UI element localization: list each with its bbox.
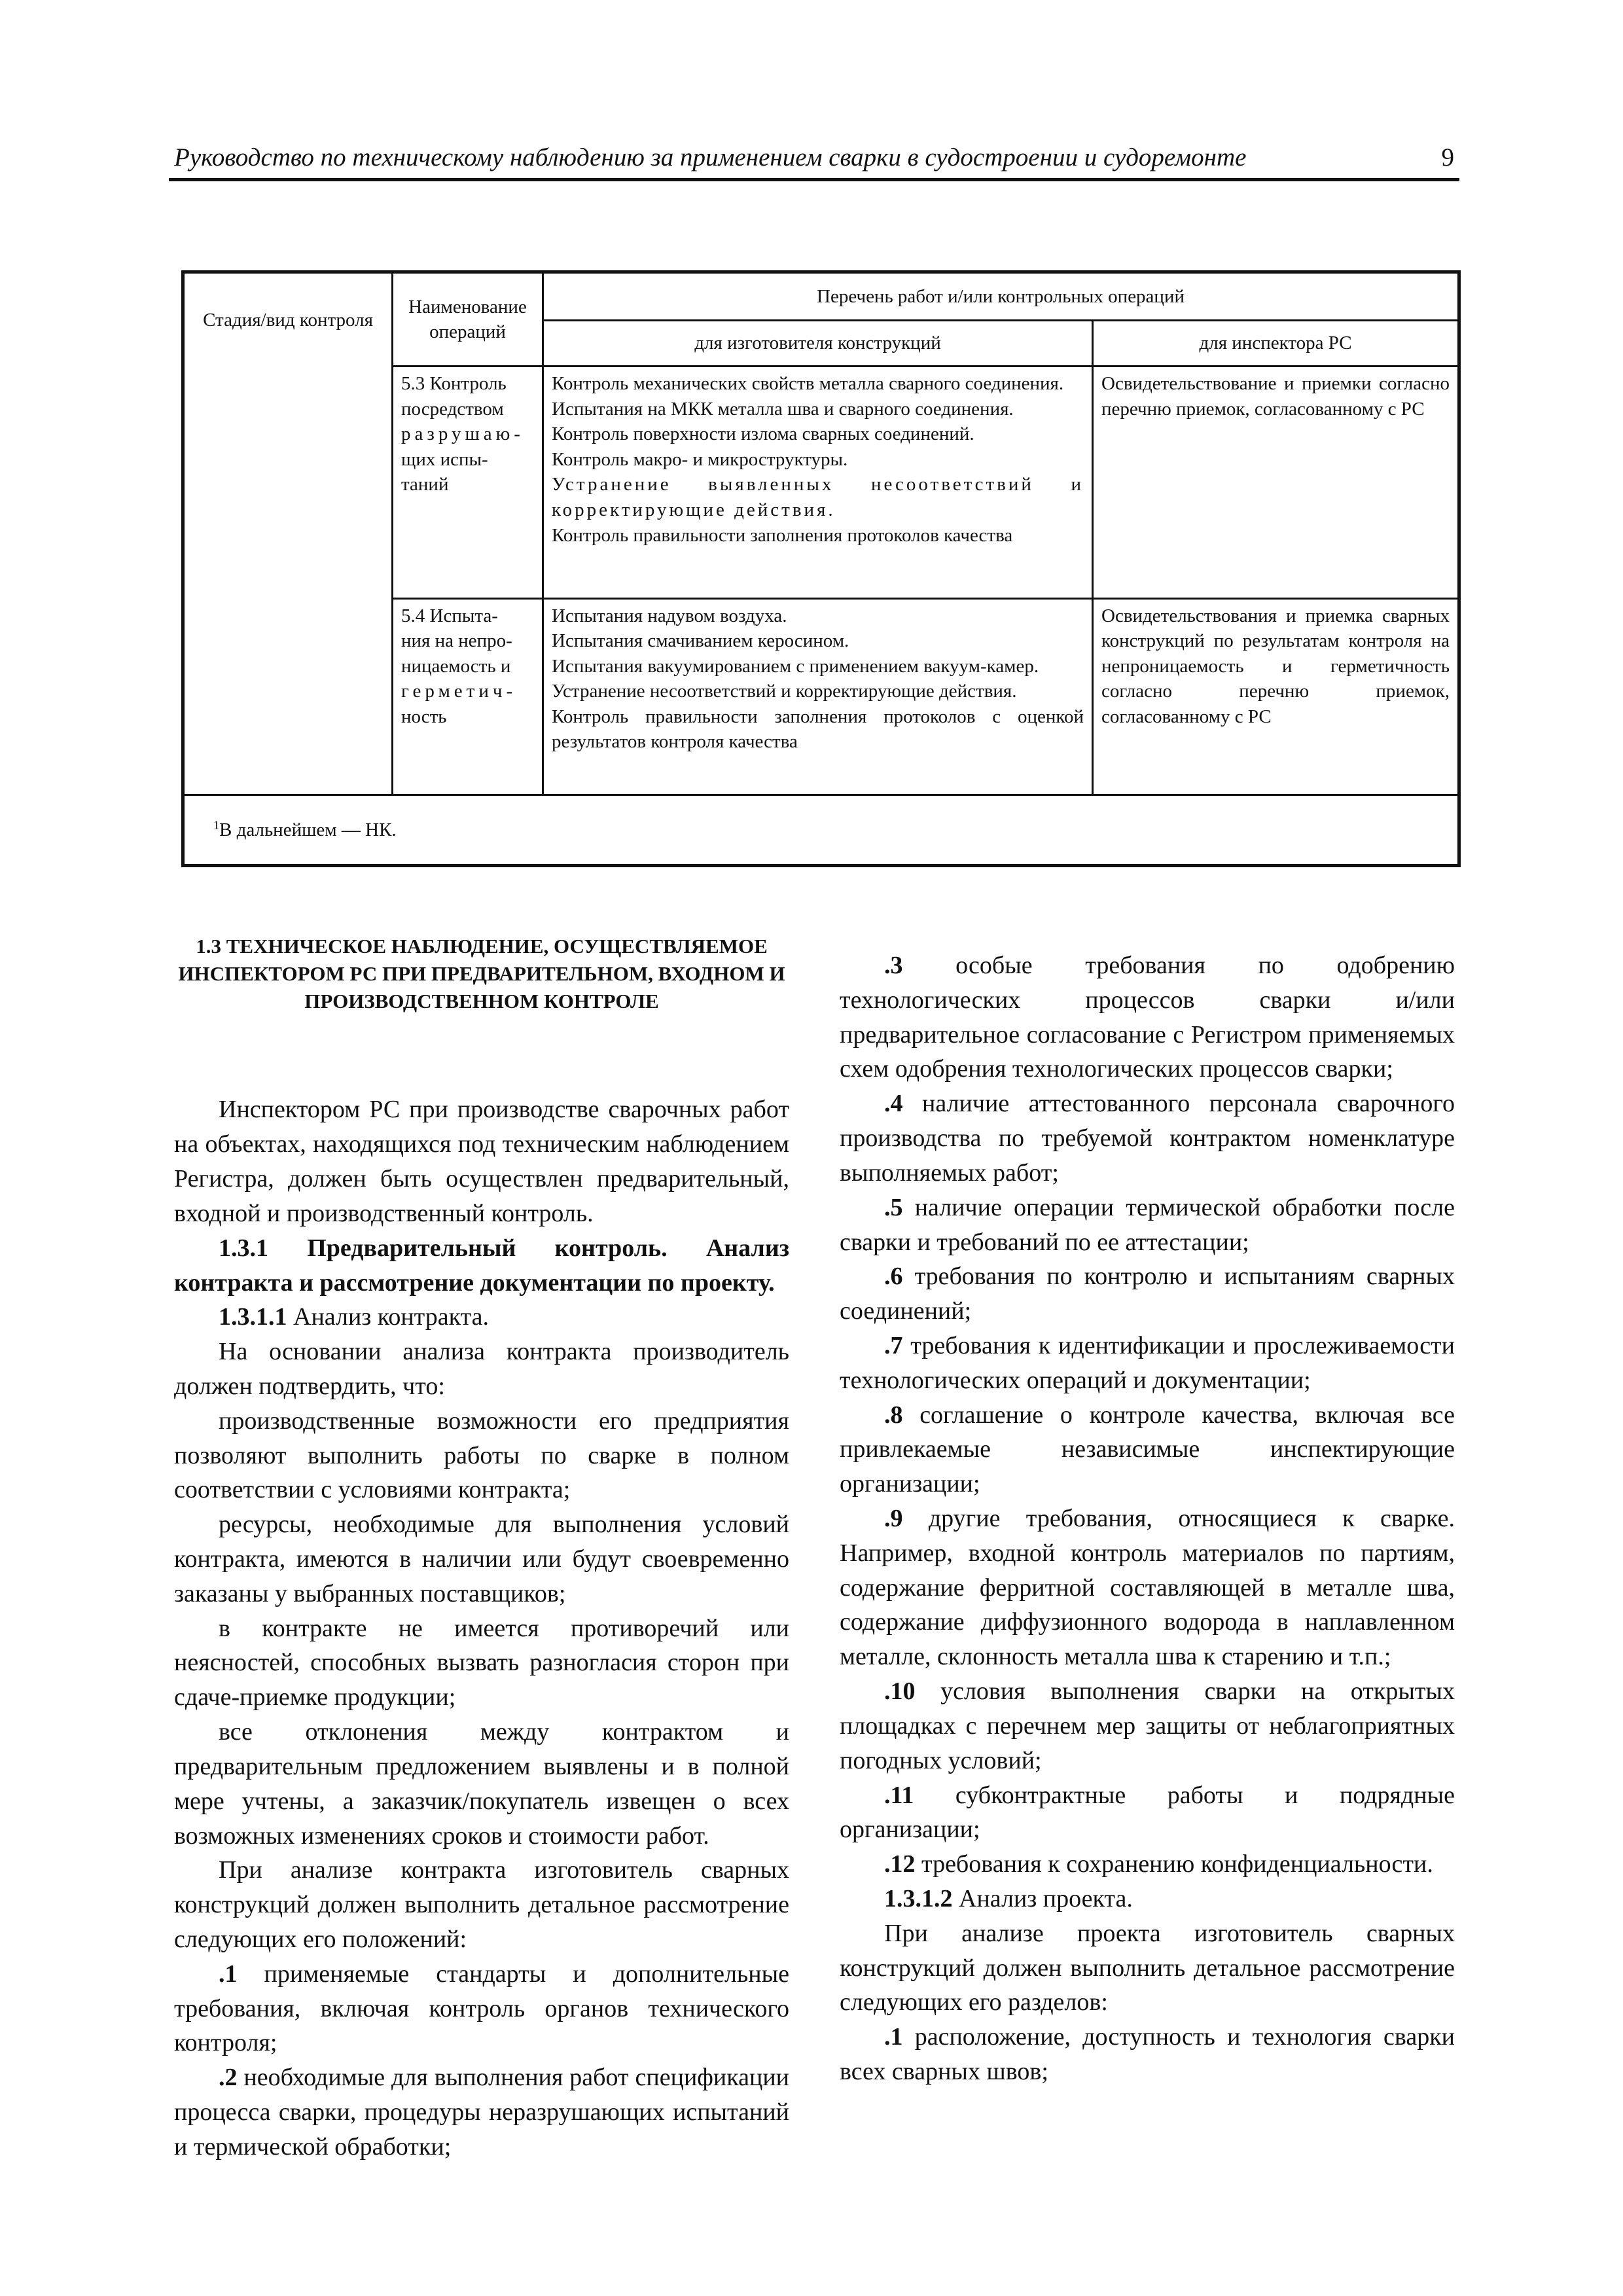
page-number: 9 [1441, 143, 1454, 171]
work-item: Устранение несоответствий и корректирующие действия. [552, 681, 1017, 702]
item-text: требования к идентификации и прослеживаемости технологических операций и документации; [840, 1331, 1455, 1394]
running-header [169, 140, 1459, 181]
work-item: Контроль механических свойств металла сварного соединения. [552, 373, 1064, 395]
work-item: Испытания вакуумированием с применением вакуум-камер. [552, 655, 1039, 677]
work-item: Испытания надувом воздуха. [552, 605, 787, 626]
operation-line: 5.4 Испыта- [401, 605, 498, 626]
list-item [840, 948, 1455, 1086]
list-item [174, 1957, 789, 2060]
list-item [840, 1778, 1455, 1848]
header-manufacturer: для изготовителя конструкций [543, 321, 1093, 367]
item-text: наличие аттестованного персонала сварочного производства по требуемой контрактом номенклатуре выполняемых работ; [840, 1090, 1455, 1187]
inspector-cell: Освидетельствования и приемка сварных конструкций по результатам контроля на непроницаемость и герметичность согласно перечню приемок, согласованному с РС [1093, 598, 1459, 795]
item-number: .2 [219, 2064, 238, 2092]
paragraph: Инспектором РС при производстве сварочных работ на объектах, находящихся под техническим наблюдением Регистра, должен быть осуществлен предварительный, входной и производственный контроль. [174, 1096, 789, 1227]
item-text: особые требования по одобрению технологических процессов сварки и/или предварительное согласование с Регистром применяемых схем одобрения технологических процессов сварки; [840, 952, 1455, 1083]
item-number: .7 [884, 1331, 903, 1359]
operation-line: разрушаю- [401, 423, 524, 445]
list-item [840, 1086, 1455, 1190]
operation-line: ния на непро- [401, 630, 512, 652]
right-column [840, 948, 1455, 2089]
operation-line: 5.3 Контроль [401, 373, 507, 395]
header-works: Перечень работ и/или контрольных операций [543, 272, 1459, 321]
list-item [840, 1191, 1455, 1260]
header-inspector: для инспектора РС [1093, 321, 1459, 367]
item-text: субконтрактные работы и подрядные организации; [840, 1781, 1455, 1844]
list-item [840, 1398, 1455, 1501]
manufacturer-cell [543, 367, 1093, 598]
item-number: .3 [884, 952, 903, 979]
clause-text: Анализ проекта. [959, 1884, 1133, 1912]
operation-line: посредством [401, 398, 504, 420]
left-column [174, 933, 789, 2164]
item-text: другие требования, относящиеся к сварке. Например, входной контроль материалов по партиям, содержание ферритной составляющей в металле шва, содержание диффузионного водорода в наплавленном металле, склонность металла шва к старению и т.п.; [840, 1505, 1455, 1671]
work-item: Устранение выявленных несоответствий и корректирующие действия. [552, 474, 1084, 520]
item-text: условия выполнения сварки на открытых площадках с перечнем мер защиты от неблагоприятных погодных условий; [840, 1677, 1455, 1774]
item-number: .4 [884, 1090, 903, 1118]
item-number: .8 [884, 1401, 903, 1429]
list-item [840, 1847, 1455, 1882]
header-title: Руководство по техническому наблюдению за применением сварки в судостроении и судоремонте [174, 143, 1247, 171]
item-number: .1 [219, 1960, 238, 1988]
table-row [183, 367, 1459, 598]
clause-number: 1.3.1.2 [884, 1884, 953, 1912]
item-number: .5 [884, 1193, 903, 1221]
item-text: необходимые для выполнения работ спецификации процесса сварки, процедуры неразрушающих испытаний и термической обработки; [174, 2064, 790, 2161]
item-text: расположение, доступность и технология сварки всех сварных швов; [840, 2023, 1455, 2085]
item-text: наличие операции термической обработки после сварки и требований по ее аттестации; [840, 1193, 1455, 1256]
paragraph: При анализе проекта изготовитель сварных конструкций должен выполнить детальное рассмотрение следующих его разделов: [840, 1919, 1455, 2017]
stage-cell [183, 367, 393, 795]
footnote-text: В дальнейшем — НК. [219, 819, 397, 840]
header-operation: Наименование операций [393, 272, 543, 367]
list-item [840, 1674, 1455, 1778]
clause-text: Анализ контракта. [293, 1303, 489, 1331]
operation-cell [393, 598, 543, 795]
paragraph: При анализе контракта изготовитель сварных конструкций должен выполнить детальное рассмотрение следующих его положений: [174, 1856, 789, 1953]
subsection-heading: 1.3.1 Предварительный контроль. Анализ контракта и рассмотрение документации по проекту. [174, 1234, 789, 1297]
work-item: Контроль поверхности излома сварных соединений. [552, 423, 974, 445]
list-item [174, 2060, 789, 2164]
header-stage: Стадия/вид контроля [183, 272, 393, 367]
item-text: требования к сохранению конфиденциальности. [921, 1850, 1433, 1878]
manufacturer-cell [543, 598, 1093, 795]
operation-line: ность [401, 706, 447, 727]
footnote-mark: 1 [213, 817, 219, 831]
work-item: Контроль правильности заполнения протоколов качества [552, 524, 1013, 546]
list-item [840, 2020, 1455, 2089]
paragraph [174, 1300, 789, 1335]
list-item [840, 1329, 1455, 1398]
paragraph: производственные возможности его предприятия позволяют выполнить работы по сварке в полном соответствии с условиями контракта; [174, 1407, 789, 1504]
work-item: Контроль правильности заполнения протоколов с оценкой результатов контроля качества [552, 706, 1084, 753]
paragraph: в контракте не имеется противоречий или неясностей, способных вызвать разногласия сторон при сдаче-приемке продукции; [174, 1614, 789, 1712]
item-number: .12 [884, 1850, 916, 1878]
paragraph [840, 1882, 1455, 1916]
list-item [840, 1259, 1455, 1329]
paragraph: На основании анализа контракта производитель должен подтвердить, что: [174, 1338, 789, 1400]
item-number: .9 [884, 1505, 903, 1532]
work-item: Контроль макро- и микроструктуры. [552, 448, 848, 470]
inspector-cell: Освидетельствование и приемки согласно перечню приемок, согласованному с РС [1093, 367, 1459, 598]
work-item: Испытания на МКК металла шва и сварного соединения. [552, 398, 1014, 420]
item-number: .10 [884, 1677, 916, 1706]
operation-cell [393, 367, 543, 598]
item-text: требования по контролю и испытаниям сварных соединений; [840, 1263, 1455, 1325]
item-number: .6 [884, 1263, 903, 1291]
list-item [840, 1501, 1455, 1674]
table-footnote [183, 795, 1459, 865]
clause-number: 1.3.1.1 [219, 1303, 287, 1331]
work-item: Испытания смачиванием керосином. [552, 630, 849, 652]
operation-line: герметич- [401, 681, 517, 702]
section-title: 1.3 ТЕХНИЧЕСКОЕ НАБЛЮДЕНИЕ, ОСУЩЕСТВЛЯЕМОЕ ИНСПЕКТОРОМ РС ПРИ ПРЕДВАРИТЕЛЬНОМ, ВХОДНОМ И ПРОИЗВОДСТВЕННОМ КОНТРОЛЕ [178, 935, 785, 1013]
operations-table [181, 270, 1461, 867]
item-number: .11 [884, 1781, 914, 1809]
operation-line: таний [401, 474, 449, 495]
paragraph: все отклонения между контрактом и предварительным предложением выявлены и в полной мере учтены, а заказчик/покупатель извещен о всех возможных изменениях сроков и стоимости работ. [174, 1718, 789, 1850]
operation-line: щих испы- [401, 448, 488, 470]
item-text: применяемые стандарты и дополнительные требования, включая контроль органов технического контроля; [174, 1960, 789, 2057]
operation-line: ницаемость и [401, 655, 511, 677]
paragraph: ресурсы, необходимые для выполнения условий контракта, имеются в наличии или будут своевременно заказаны у выбранных поставщиков; [174, 1511, 789, 1607]
item-text: соглашение о контроле качества, включая все привлекаемые независимые инспектирующие организации; [840, 1401, 1455, 1498]
item-number: .1 [884, 2023, 903, 2051]
